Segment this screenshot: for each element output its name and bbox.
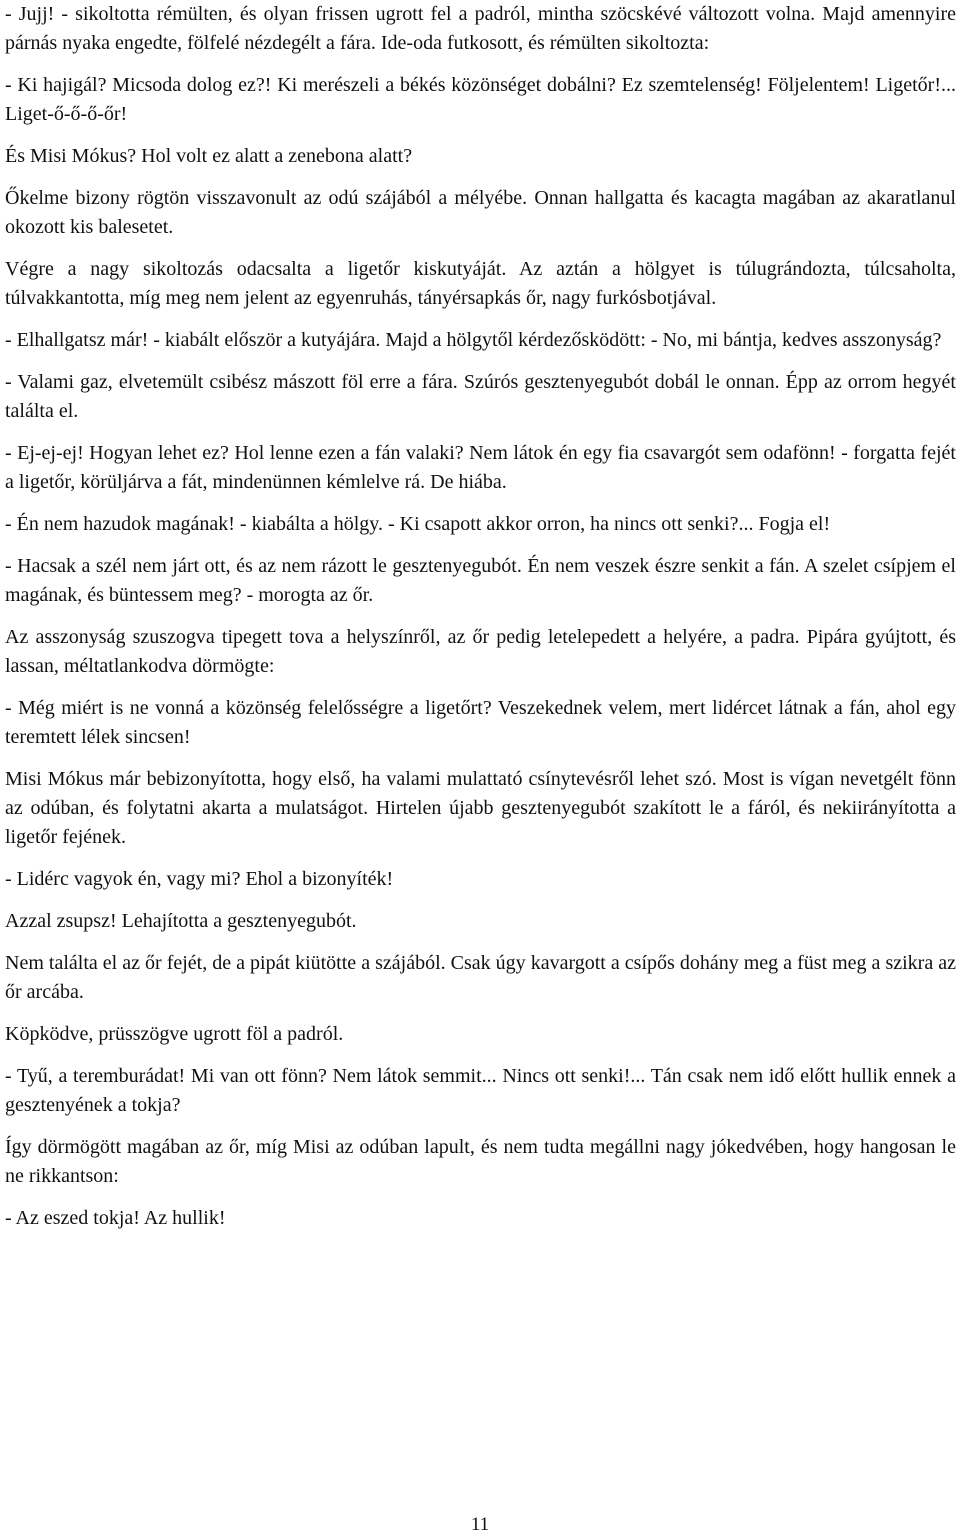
- paragraph-6: - Elhallgatsz már! - kiabált először a kutyájára. Majd a hölgytől kérdezősködött: - No, mi bántja, kedves asszonyság?: [5, 329, 942, 351]
- paragraph-7: - Valami gaz, elvetemült csibész mászott föl erre a fára. Szúrós gesztenyegubót dobál le onnan. Épp az orrom hegyét találta el.: [5, 371, 956, 422]
- paragraph-20: - Az eszed tokja! Az hullik!: [5, 1207, 226, 1229]
- paragraph-9: - Én nem hazudok magának! - kiabálta a hölgy. - Ki csapott akkor orron, ha nincs ott senki?... Fogja el!: [5, 513, 831, 535]
- paragraph-1: - Jujj! - sikoltotta rémülten, és olyan frissen ugrott fel a padról, mintha szöcskévé változott volna. Majd amennyire párnás nyaka engedte, fölfelé nézdegélt a fára. Ide-oda futkosott, és rémülten sikoltozta:: [5, 3, 956, 54]
- paragraph-15: Azzal zsupsz! Lehajította a gesztenyegubót.: [5, 910, 357, 932]
- paragraph-8: - Ej-ej-ej! Hogyan lehet ez? Hol lenne ezen a fán valaki? Nem látok én egy fia csavargót sem odafönn! - forgatta fejét a ligetőr, körüljárva a fát, mindenünnen kémlelve rá. De hiába.: [5, 442, 956, 493]
- paragraph-11: Az asszonyság szuszogva tipegett tova a helyszínről, az őr pedig letelepedett a helyére, a padra. Pipára gyújtott, és lassan, méltatlankodva dörmögte:: [5, 626, 956, 677]
- paragraph-14: - Lidérc vagyok én, vagy mi? Ehol a bizonyíték!: [5, 868, 394, 890]
- paragraph-19: Így dörmögött magában az őr, míg Misi az odúban lapult, és nem tudta megállni nagy jókedvében, hogy hangosan le ne rikkantson:: [5, 1136, 956, 1187]
- paragraph-4: Őkelme bizony rögtön visszavonult az odú szájából a mélyébe. Onnan hallgatta és kacagta magában az akaratlanul okozott kis balesetet.: [5, 187, 956, 238]
- paragraph-3: És Misi Mókus? Hol volt ez alatt a zenebona alatt?: [5, 145, 413, 167]
- paragraph-13: Misi Mókus már bebizonyította, hogy első, ha valami mulattató csínytevésről lehet szó. Most is vígan nevetgélt fönn az odúban, és folytatni akarta a mulatságot. Hirtelen újabb gesztenyegubót szakított le a fáról, és nekiirányította a ligetőr fejének.: [5, 768, 956, 848]
- paragraph-5: Végre a nagy sikoltozás odacsalta a ligetőr kiskutyáját. Az aztán a hölgyet is túlugrándozta, túlcsaholta, túlvakkantotta, míg meg nem jelent az egyenruhás, tányérsapkás őr, nagy furkósbotjával.: [5, 258, 956, 309]
- paragraph-17: Köpködve, prüsszögve ugrott föl a padról.: [5, 1023, 344, 1045]
- paragraph-2: - Ki hajigál? Micsoda dolog ez?! Ki merészeli a békés közönséget dobálni? Ez szemtelenség! Följelentem! Ligetőr!... Liget-ő-ő-ő-őr!: [5, 74, 956, 125]
- page-number: 11: [470, 1514, 490, 1535]
- paragraph-18: - Tyű, a teremburádat! Mi van ott fönn? Nem látok semmit... Nincs ott senki!... Tán csak nem idő előtt hullik ennek a gesztenyének a tokja?: [5, 1065, 956, 1116]
- paragraph-12: - Még miért is ne vonná a közönség felelősségre a ligetőrt? Veszekednek velem, mert lidércet látnak a fán, ahol egy teremtett lélek sincsen!: [5, 697, 956, 748]
- paragraph-10: - Hacsak a szél nem járt ott, és az nem rázott le gesztenyegubót. Én nem veszek észre senkit a fán. A szelet csípjem el magának, és büntessem meg? - morogta az őr.: [5, 555, 956, 606]
- paragraph-16: Nem találta el az őr fejét, de a pipát kiütötte a szájából. Csak úgy kavargott a csípős dohány meg a füst meg a szikra az őr arcába.: [5, 952, 956, 1003]
- document-body: [5, 0, 956, 1246]
